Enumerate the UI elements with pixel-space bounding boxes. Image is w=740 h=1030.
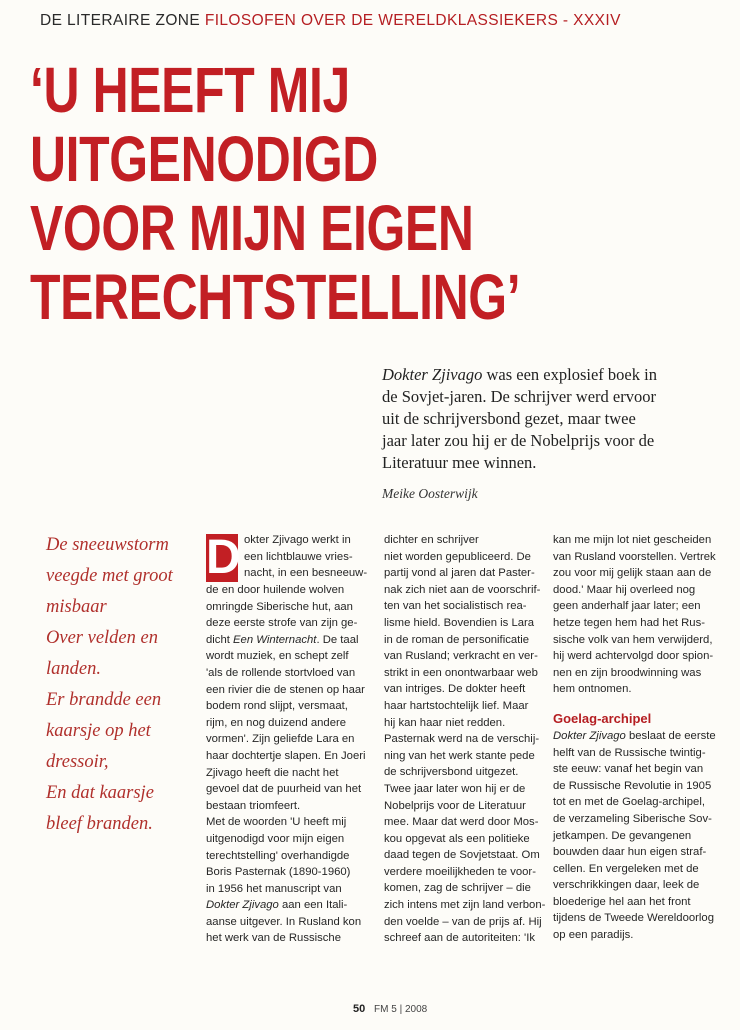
body-line: van intriges. De dokter heeft xyxy=(384,683,526,696)
body-line: komen, zag de schrijver – die xyxy=(384,882,531,895)
body-line: wordt muziek, en schept zelf xyxy=(206,650,349,663)
poem-line: Over velden en xyxy=(46,628,158,648)
body-line: kou opgevat als een politieke xyxy=(384,832,530,845)
drop-cap: D xyxy=(206,531,241,584)
body-line: tijdens de Tweede Wereldoorlog xyxy=(553,912,714,925)
lead-text: Literatuur mee winnen. xyxy=(382,453,537,472)
poem-quote xyxy=(46,530,196,840)
poem-line: bleef branden. xyxy=(46,814,153,834)
body-line: omringde Siberische hut, aan xyxy=(206,600,353,613)
body-line: ste eeuw: vanaf het begin van xyxy=(553,763,704,776)
body-line: bouwden daar hun eigen straf- xyxy=(553,846,707,859)
body-text: aan een Itali- xyxy=(278,899,348,912)
body-line: hetze tegen hem had het Rus- xyxy=(553,616,705,629)
body-line: het werk van de Russische xyxy=(206,932,341,945)
body-column-1 xyxy=(206,532,371,947)
series-label: FILOSOFEN OVER DE WERELDKLASSIEKERS - XXXIV xyxy=(204,12,621,29)
body-line: zich intens met zijn land verbon- xyxy=(384,899,546,912)
body-line: sische volk van hem verwijderd, xyxy=(553,633,713,646)
body-line: terechtstelling' overhandigde xyxy=(206,849,350,862)
book-title: Dokter Zjivago xyxy=(206,899,279,912)
poem-line: En dat kaarsje xyxy=(46,783,154,803)
issue-label: FM 5 | 2008 xyxy=(374,1004,428,1015)
body-line: van Rusland; verkracht en ver- xyxy=(384,650,538,663)
headline-line: UITGENODIGD xyxy=(30,123,378,195)
subheading: Goelag-archipel xyxy=(553,710,652,726)
body-line: mee. Maar dat werd door Mos- xyxy=(384,816,539,829)
body-line: bloederige hel aan het front xyxy=(553,895,691,908)
book-title: Dokter Zjivago xyxy=(553,729,626,742)
poem-line: dressoir, xyxy=(46,752,109,772)
body-line: de Russische Revolutie in 1905 xyxy=(553,779,712,792)
body-line: dood.' Maar hij overleed nog xyxy=(553,583,696,596)
poem-line: landen. xyxy=(46,659,101,679)
body-line: nen en zijn broodwinning was xyxy=(553,666,702,679)
body-line: op een paradijs. xyxy=(553,929,634,942)
body-line: Twee jaar later won hij er de xyxy=(384,782,526,795)
body-line: rijm, en nog duizend andere xyxy=(206,716,347,729)
body-line: ten van het socialistisch rea- xyxy=(384,600,527,613)
body-line: schreef aan de autoriteiten: 'Ik xyxy=(384,932,535,945)
body-line: daad tegen de Sovjetstaat. Om xyxy=(384,849,540,862)
author-byline: Meike Oosterwijk xyxy=(382,486,478,501)
body-column-2 xyxy=(384,532,544,947)
body-line: een lichtblauwe vries- xyxy=(244,550,353,563)
body-line: okter Zjivago werkt in xyxy=(244,534,351,546)
body-text: . De taal xyxy=(316,633,359,646)
body-line: zou voor mij gelijk staan aan de xyxy=(553,567,712,580)
body-line: Zjivago heeft die nacht het xyxy=(206,766,339,779)
section-header xyxy=(40,12,621,30)
lead-text: de Sovjet-jaren. De schrijver werd ervoor xyxy=(382,387,656,406)
body-line: verdere moeilijkheden te voor- xyxy=(384,865,536,878)
headline-line: ‘U HEEFT MIJ xyxy=(30,54,350,126)
body-line: in de roman de personificatie xyxy=(384,633,530,646)
body-line: gevoel dat de puurheid van het xyxy=(206,783,362,796)
body-line: verschrikkingen daar, leek de xyxy=(553,879,700,892)
body-column-3 xyxy=(553,532,723,944)
body-line: bestaan triomfeert. xyxy=(206,799,301,812)
body-line: aanse uitgever. In Rusland kon xyxy=(206,915,362,928)
body-line: helft van de Russische twintig- xyxy=(553,746,706,759)
body-line: Met de woorden 'U heeft mij xyxy=(206,816,347,829)
body-line: nak zich niet aan de voorschrif- xyxy=(384,583,541,596)
body-line: Pasternak werd na de verschij- xyxy=(384,733,540,746)
lead-book-title: Dokter Zjivago xyxy=(382,365,483,384)
article-headline xyxy=(30,56,568,332)
lead-text: uit de schrijversbond gezet, maar twee xyxy=(382,409,636,428)
headline-line: VOOR MIJN EIGEN xyxy=(30,192,474,264)
body-line: Nobelprijs voor de Literatuur xyxy=(384,799,526,812)
body-line: Boris Pasternak (1890-1960) xyxy=(206,866,351,879)
body-text: dicht xyxy=(206,633,234,646)
body-line: den voelde – van de prijs af. Hij xyxy=(384,915,542,928)
body-line: cellen. En vergeleken met de xyxy=(553,862,699,875)
page-number: 50 xyxy=(353,1003,366,1015)
article-lead xyxy=(382,364,712,474)
lead-text: was een explosief boek in xyxy=(482,365,657,384)
body-line: 'als de rollende stortvloed van xyxy=(206,666,356,679)
body-line: geen anderhalf jaar later; een xyxy=(553,600,701,613)
body-line: niet worden gepubliceerd. De xyxy=(384,550,531,563)
body-text: beslaat de eerste xyxy=(625,729,716,742)
body-line: de en door huilende wolven xyxy=(206,584,345,596)
body-line: hij werd achtervolgd door spion- xyxy=(553,650,714,663)
body-line: kan me mijn lot niet gescheiden xyxy=(553,534,712,546)
body-line: dichter en schrijver xyxy=(384,534,479,546)
body-line: partij vond al jaren dat Paster- xyxy=(384,567,535,580)
poem-line: misbaar xyxy=(46,597,107,617)
poem-line: Er brandde een xyxy=(46,690,162,710)
body-line: deze eerste strofe van zijn ge- xyxy=(206,617,358,630)
body-line: lisme hield. Bovendien is Lara xyxy=(384,616,535,629)
body-line: haar hartstochtelijk lief. Maar xyxy=(384,699,529,712)
body-line: jetkampen. De gevangenen xyxy=(553,829,692,842)
body-line: hem ontnomen. xyxy=(553,683,632,696)
body-line: strikt in een onontwarbaar web xyxy=(384,666,538,679)
body-line: van Rusland voorstellen. Vertrek xyxy=(553,550,716,563)
headline-line: TERECHTSTELLING’ xyxy=(30,261,521,333)
body-line: haar dochtertje slapen. En Joeri xyxy=(206,749,366,762)
body-line: hij kan haar niet redden. xyxy=(384,716,506,729)
body-line: in 1956 het manuscript van xyxy=(206,882,342,895)
body-line: de verzameling Siberische Sov- xyxy=(553,812,712,825)
page-footer xyxy=(353,1003,427,1015)
body-line: bodem rond slijpt, versmaat, xyxy=(206,700,348,713)
section-label: DE LITERAIRE ZONE xyxy=(40,12,201,29)
poem-line: veegde met groot xyxy=(46,566,173,586)
body-line: tot en met de Goelag-archipel, xyxy=(553,796,705,809)
poem-line: De sneeuwstorm xyxy=(46,535,169,555)
body-line: een rivier die de stenen op haar xyxy=(206,683,365,696)
poem-title: Een Winternacht xyxy=(233,633,317,646)
body-line: vormen'. Zijn geliefde Lara en xyxy=(206,733,355,746)
poem-line: kaarsje op het xyxy=(46,721,151,741)
body-line: nacht, in een besneeuw- xyxy=(244,567,368,580)
body-line: ning van het werk stante pede xyxy=(384,749,535,762)
body-line: uitgenodigd voor mijn eigen xyxy=(206,832,345,845)
lead-text: jaar later zou hij er de Nobelprijs voor de xyxy=(382,431,655,450)
body-line: de schrijversbond uitgezet. xyxy=(384,766,519,779)
